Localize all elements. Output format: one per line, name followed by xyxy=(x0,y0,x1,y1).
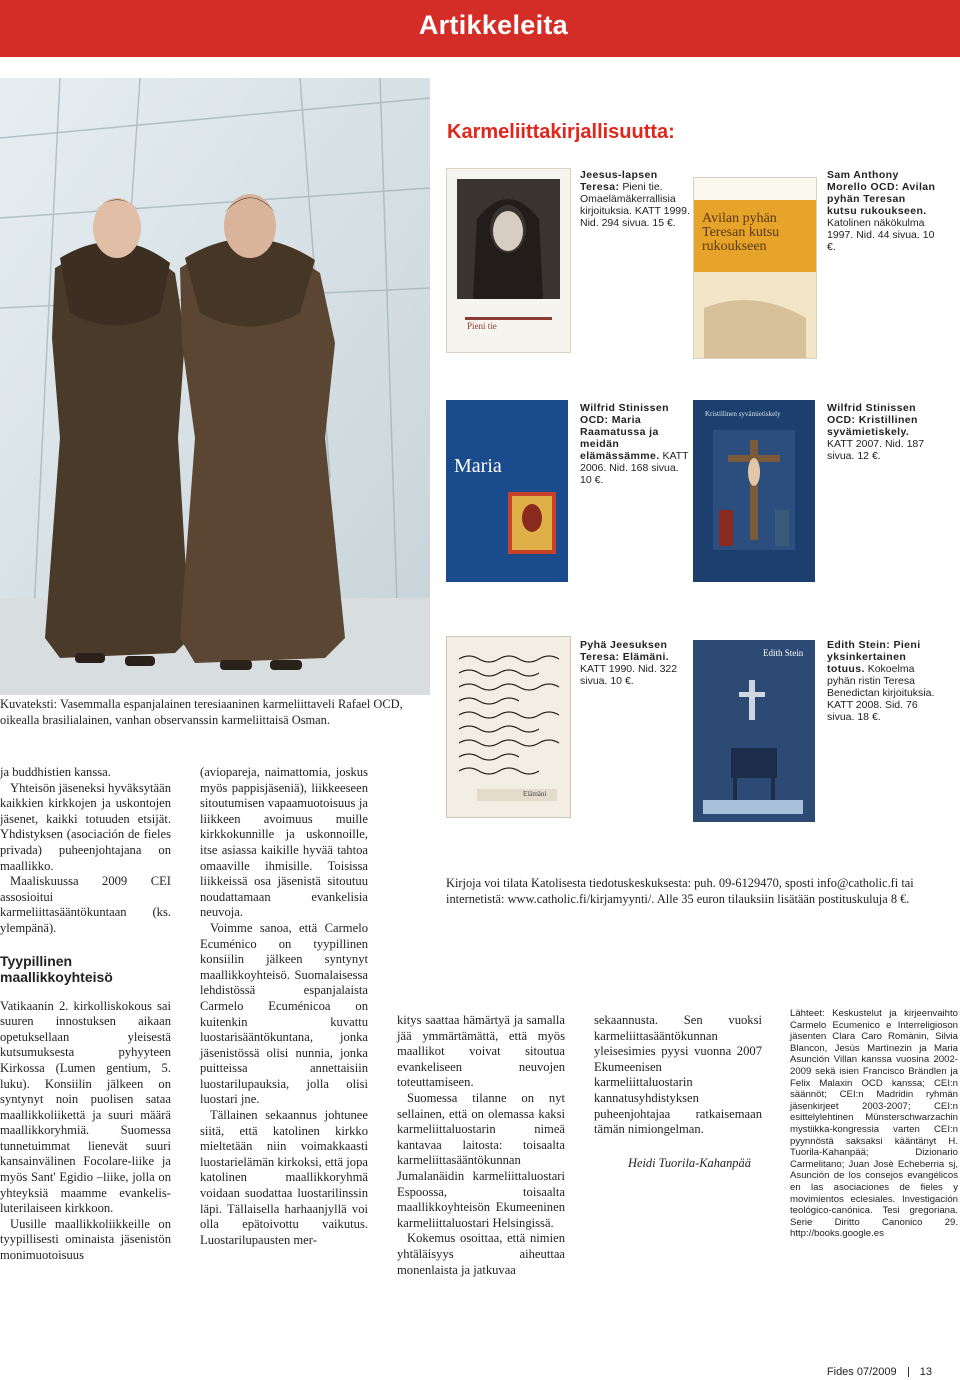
book-info-1: Jeesus-lapsen Teresa: Pieni tie. Omaelämäkerrallisia kirjoituksia. KATT 1999. Nid. 294 sivua. 15 €. xyxy=(580,169,690,229)
page-number: 13 xyxy=(919,1366,932,1378)
paragraph: Uusille maallikkoliikkeille on tyypillisesti ominaista jäsenistön monimuotoisuus xyxy=(0,1216,171,1263)
paragraph: (aviopareja, naimattomia, joskus myös pappisjäseniä), liikkeeseen sitoutumisen vapaamuotoisuus ja liikkeen avoimuus muille kirkkokunnille ja uskonnoille, itse asiassa kaikille hyvää tahtoa omaaville ihmisille. Toisissa liikkeissä osa jäsenistä sitoutuu noudattamaan evankelisia neuvoja. xyxy=(200,765,368,920)
paragraph: kitys saattaa hämärtyä ja samalla jää ymmärtämättä, että myös maallikot voivat sitoutua evankeliseen neuvojen toteuttamiseen. xyxy=(397,1013,565,1090)
cover-title: Edith Stein xyxy=(763,648,804,658)
book-cover-maria xyxy=(446,400,568,582)
sources-box: Lähteet: Keskustelut ja kirjeenvaihto Carmelo Ecumenico e Interreligioson jäsenten Clara Caro Romànin, Silvia Blancon, Jesùs Martìnezin ja Maria Asunción Villan kanssa vuosina 2002-2009 sekä isien Francisco Brändlen ja Felix Malaxin OCD kanssa; CEI:n säännöt; CEI:n Madridin ryhmän jäsenkirjeet 2003-2007; CEI:n esittelylehtinen Münsterschwarzachin mystiikka-kongressia varten CEI:n pyynnöstä saksaksi kääntänyt H. Tuorila-Kahanpää; Dizionario Carmelitano; Juan Josè Echeberria sj, Asunción de los consejos evangélicos en las asociaciones de fieles y movimientos eclesiales. Investigación teológico-canónica. Tesi gregoriana. Serie Diritto Canonico 29. http://books.google.es xyxy=(790,1008,958,1240)
paragraph: Kokemus osoittaa, että nimien yhtäläisyys aiheuttaa monenlaista ja jatkuvaa xyxy=(397,1231,565,1277)
order-note: Kirjoja voi tilata Katolisesta tiedotuskeskuksesta: puh. 09-6129470, sposti info@catholic.fi tai internetistä: www.catholic.fi/kirjamyynti/. Alle 35 euron tilauksiin lisätään postituskuluja 8 €. xyxy=(446,876,914,906)
book-cover-edith-stein xyxy=(693,640,815,822)
book-info-6: Edith Stein: Pieni yksinkertainen totuus. Kokoelma pyhän ristin Teresa Benedictan kirjoituksia. KATT 2008. Sid. 76 sivua. 18 €. xyxy=(827,639,935,723)
book-info-5: Pyhä Jeesuksen Teresa: Elämäni. KATT 1990. Nid. 322 sivua. 10 €. xyxy=(580,639,678,687)
author-signature: Heidi Tuorila-Kahanpää xyxy=(628,1155,751,1170)
article-column-3 xyxy=(397,1013,565,1278)
footer-divider xyxy=(908,1367,909,1377)
cover-title: Elämäni xyxy=(523,790,547,798)
book-info-2: Sam Anthony Morello OCD: Avilan pyhän Teresan kutsu rukoukseen. Katolinen näkökulma 1997. Nid. 44 sivua. 10 €. xyxy=(827,169,936,253)
paragraph: Vatikaanin 2. kirkolliskokous sai suuren innostuksen aikaan opetuksellaan yleisestä kutsumuksesta pyhyyteen Kirkossa (Lumen gentium, 5. luku). Konsiilin jälkeen on syntynyt noin puolisen sataa maallikkoliikettä ja suuri määrä maallikkoryhmiä. Suomessa tunnetuimmat lienevät suuri kansainvälinen Focolare-liike ja myös Sant' Egidio –liike, jolla on yhteyksiä maamme evankelis-luterilaiseen kirkkoon. xyxy=(0,998,171,1216)
friars-photo xyxy=(0,78,430,695)
cover-title: Avilan pyhän Teresan kutsu rukoukseen xyxy=(702,211,780,254)
footer-issue: Fides 07/2009 13 xyxy=(826,1366,932,1378)
article-column-2 xyxy=(200,765,368,1248)
book-info-3: Wilfrid Stinissen OCD: Maria Raamatussa ja meidän elämässämme. KATT 2006. Nid. 168 sivua. 10 €. xyxy=(580,402,689,486)
paragraph: Yhteisön jäseneksi hyväksytään kaikkien kirkkojen ja uskontojen jäsenet, kaikki totuuden etsijät. Yhdistyksen (asociación de fieles privada) puheenjohtajana on maallikko. xyxy=(0,780,171,873)
book-info-4: Wilfrid Stinissen OCD: Kristillinen syvämietiskely. KATT 2007. Nid. 187 sivua. 12 €. xyxy=(827,402,925,462)
page-category-title: Artikkeleita xyxy=(418,10,568,40)
subheading: Tyypillinen maallikkoyhteisö xyxy=(0,952,113,985)
book-cover-elamani xyxy=(446,636,571,818)
book-cover-avilan xyxy=(693,177,817,359)
book-cover-syvamietiskely xyxy=(693,400,815,582)
book-cover-pieni-tie xyxy=(446,168,571,353)
cover-title: Kristillinen syvämietiskely xyxy=(705,410,781,418)
cover-title: Maria xyxy=(454,455,502,477)
paragraph: ja buddhistien kanssa. xyxy=(0,765,111,779)
article-column-4 xyxy=(594,1013,762,1171)
paragraph: Maaliskuussa 2009 CEI assosioitui karmeliittasääntökuntaan (ks. ylempänä). xyxy=(0,874,171,935)
article-column-1 xyxy=(0,765,171,1264)
paragraph: Suomessa tilanne on nyt sellainen, että on olemassa kaksi karmeliittaluostarin nimeä kantavaa laitosta: toisaalta karmeliittasääntökunnan Jumalanäidin karmeliittaluostari Espoossa, toisaalta maallikkoyhteisön Ekumeeninen karmeliittaluostari Helsingissä. xyxy=(397,1090,565,1230)
photo-caption: Kuvateksti: Vasemmalla espanjalainen teresiaaninen karmeliittaveli Rafael OCD, oikealla brasilialainen, vanhan observanssin karmeliittaisä Osman. xyxy=(0,697,403,727)
paragraph: Voimme sanoa, että Carmelo Ecuménico on tyypillinen konsiilin jälkeen syntynyt maallikkoyhteisö. Suomalaisessa lehdistössä espanjalaista Carmelo Ecuménicoa on kuitenkin kuvattu luostarisääntökuntana, jonka jäsenistössä olisi nunnia, jonka puitteissa annettaisiin luostarilupauksia, jolla olisi luostari jne. xyxy=(200,920,368,1107)
section-title: Karmeliittakirjallisuutta: xyxy=(447,121,675,143)
paragraph: Tällainen sekaannus johtunee siitä, että katolinen kirkko mieltetään niin voimakkaasti luostarielämän kirkoksi, että jopa katolinen maallikkoryhmä voidaan suodattaa luostarilinssin läpi. Tällaisella harhaanjyllä voi olla epätoivottu vaikutus. Luostarilupausten mer- xyxy=(200,1108,368,1247)
paragraph: sekaannusta. Sen vuoksi karmeliittasääntökunnan yleisesimies pyysi vuonna 2007 Ekumeenisen karmeliittaluostarin kannatusyhdistyksen puheenjohtajaa ratkaisemaan tämän nimiongelman. xyxy=(594,1013,762,1137)
cover-title: Pieni tie xyxy=(467,321,497,331)
